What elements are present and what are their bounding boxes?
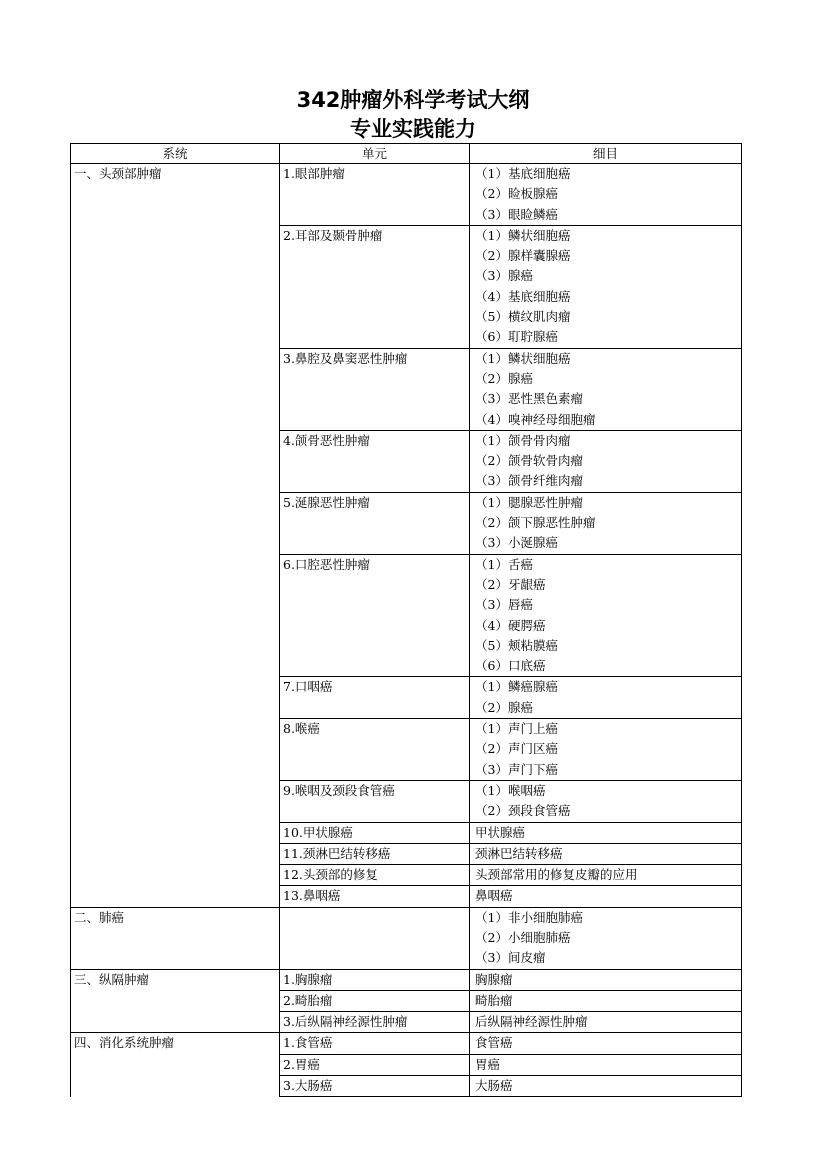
detail-cell	[470, 843, 742, 864]
system-cell	[71, 969, 280, 1033]
detail-item: 大肠癌	[475, 1078, 513, 1094]
detail-item: （4）基底细胞癌	[475, 288, 571, 304]
detail-item: （1）非小细胞肺癌	[475, 909, 583, 925]
detail-item: （3）唇癌	[475, 597, 533, 613]
unit-cell	[280, 719, 470, 781]
detail-item: 畸胎瘤	[475, 992, 513, 1008]
unit-label: 8.喉癌	[283, 721, 320, 737]
detail-item: （1）基底细胞癌	[475, 166, 571, 181]
detail-cell	[470, 348, 742, 430]
document-subtitle: 专业实践能力	[350, 117, 476, 141]
unit-label: 1.食管癌	[283, 1035, 333, 1051]
unit-cell	[280, 907, 470, 969]
unit-label: 2.耳部及颞骨肿瘤	[283, 227, 383, 243]
table-row	[71, 164, 742, 226]
detail-cell	[470, 1076, 742, 1097]
detail-cell	[470, 780, 742, 822]
detail-item: （6）口底癌	[475, 658, 546, 674]
detail-item: （1）喉咽癌	[475, 782, 546, 798]
detail-cell	[470, 492, 742, 554]
detail-item: （3）恶性黑色素瘤	[475, 391, 583, 407]
unit-label: 3.大肠癌	[283, 1078, 333, 1094]
unit-cell	[280, 677, 470, 719]
detail-cell	[470, 430, 742, 492]
document-title: 342肿瘤外科学考试大纲	[296, 88, 530, 112]
detail-cell	[470, 822, 742, 843]
detail-item: 后纵隔神经源性肿瘤	[475, 1014, 588, 1030]
unit-cell	[280, 1033, 470, 1054]
system-label: 一、头颈部肿瘤	[74, 166, 162, 181]
system-label: 三、纵隔肿瘤	[74, 971, 150, 987]
detail-item: （3）间皮瘤	[475, 950, 546, 966]
detail-item: （2）颌下腺恶性肿瘤	[475, 515, 596, 531]
unit-cell	[280, 492, 470, 554]
unit-cell	[280, 969, 470, 990]
table-row	[71, 969, 742, 990]
unit-label: 13.鼻咽癌	[283, 888, 341, 904]
detail-item: （2）牙龈癌	[475, 576, 546, 592]
table-row	[71, 907, 742, 969]
detail-item: （2）小细胞肺癌	[475, 929, 571, 945]
unit-label: 2.畸胎瘤	[283, 992, 333, 1008]
detail-item: 胃癌	[475, 1056, 501, 1072]
detail-item: （1）鳞癌腺癌	[475, 679, 558, 695]
detail-item: 胸腺瘤	[475, 971, 513, 987]
detail-item: （2）睑板腺癌	[475, 186, 558, 202]
unit-cell	[280, 886, 470, 907]
detail-cell	[470, 865, 742, 886]
detail-cell	[470, 1054, 742, 1075]
detail-cell	[470, 719, 742, 781]
unit-label: 1.眼部肿瘤	[283, 166, 345, 181]
detail-item: （3）眼睑鳞癌	[475, 206, 558, 222]
unit-cell	[280, 1012, 470, 1033]
detail-cell	[470, 886, 742, 907]
detail-cell	[470, 1012, 742, 1033]
detail-cell	[470, 907, 742, 969]
detail-item: （1）颌骨骨肉瘤	[475, 432, 571, 448]
detail-item: 头颈部常用的修复皮瓣的应用	[475, 867, 638, 883]
unit-cell	[280, 1054, 470, 1075]
detail-item: （4）硬腭癌	[475, 617, 546, 633]
header-row	[71, 144, 742, 164]
detail-item: 鼻咽癌	[475, 888, 513, 904]
detail-item: 颈淋巴结转移癌	[475, 845, 563, 861]
unit-label: 5.涎腺恶性肿瘤	[283, 494, 370, 510]
unit-cell	[280, 225, 470, 348]
detail-item: （5）横纹肌肉瘤	[475, 309, 571, 325]
unit-label: 3.鼻腔及鼻窦恶性肿瘤	[283, 350, 408, 366]
unit-label	[280, 908, 469, 928]
unit-cell	[280, 843, 470, 864]
detail-cell	[470, 677, 742, 719]
unit-label: 7.口咽癌	[283, 679, 333, 695]
syllabus-table	[70, 143, 742, 1097]
system-cell	[71, 1033, 280, 1097]
table-row	[71, 1033, 742, 1054]
detail-item: （1）腮腺恶性肿瘤	[475, 494, 583, 510]
header-detail: 细目	[470, 144, 742, 164]
unit-label: 1.胸腺瘤	[283, 971, 333, 987]
unit-cell	[280, 164, 470, 226]
unit-label: 4.颌骨恶性肿瘤	[283, 432, 370, 448]
unit-cell	[280, 1076, 470, 1097]
unit-cell	[280, 430, 470, 492]
detail-item: （5）颊粘膜癌	[475, 637, 558, 653]
detail-item: 食管癌	[475, 1035, 513, 1051]
detail-item: （2）颈段食管癌	[475, 803, 571, 819]
unit-cell	[280, 780, 470, 822]
detail-item: （1）声门上癌	[475, 721, 558, 737]
unit-label: 6.口腔恶性肿瘤	[283, 556, 370, 572]
detail-cell	[470, 164, 742, 226]
detail-cell	[470, 1033, 742, 1054]
system-label: 二、肺癌	[74, 909, 125, 925]
detail-item: （2）腺癌	[475, 699, 533, 715]
unit-cell	[280, 554, 470, 677]
header-system: 系统	[71, 144, 280, 164]
detail-item: （3）声门下癌	[475, 761, 558, 777]
detail-item: （2）腺癌	[475, 370, 533, 386]
detail-item: 甲状腺癌	[475, 824, 526, 840]
detail-item: （3）颌骨纤维肉瘤	[475, 473, 583, 489]
detail-item: （1）鳞状细胞癌	[475, 227, 571, 243]
detail-item: （1）舌癌	[475, 556, 533, 572]
detail-item: （1）鳞状细胞癌	[475, 350, 571, 366]
system-label: 四、消化系统肿瘤	[74, 1035, 175, 1051]
unit-cell	[280, 348, 470, 430]
unit-cell	[280, 865, 470, 886]
detail-item: （6）耵聍腺癌	[475, 329, 558, 345]
detail-item: （3）小涎腺癌	[475, 535, 558, 551]
detail-cell	[470, 554, 742, 677]
detail-cell	[470, 969, 742, 990]
detail-item: （3）腺癌	[475, 268, 533, 284]
unit-label: 11.颈淋巴结转移癌	[283, 845, 391, 861]
detail-cell	[470, 225, 742, 348]
unit-label: 3.后纵隔神经源性肿瘤	[283, 1014, 408, 1030]
detail-item: （2）颌骨软骨肉瘤	[475, 453, 583, 469]
detail-cell	[470, 990, 742, 1011]
unit-cell	[280, 822, 470, 843]
system-cell	[71, 907, 280, 969]
unit-label: 12.头颈部的修复	[283, 867, 378, 883]
detail-item: （2）声门区癌	[475, 741, 558, 757]
detail-item: （4）嗅神经母细胞瘤	[475, 411, 596, 427]
unit-label: 2.胃癌	[283, 1056, 320, 1072]
detail-item: （2）腺样囊腺癌	[475, 248, 571, 264]
unit-label: 9.喉咽及颈段食管癌	[283, 782, 395, 798]
unit-cell	[280, 990, 470, 1011]
unit-label: 10.甲状腺癌	[283, 824, 353, 840]
system-cell	[71, 164, 280, 908]
header-unit: 单元	[280, 144, 470, 164]
